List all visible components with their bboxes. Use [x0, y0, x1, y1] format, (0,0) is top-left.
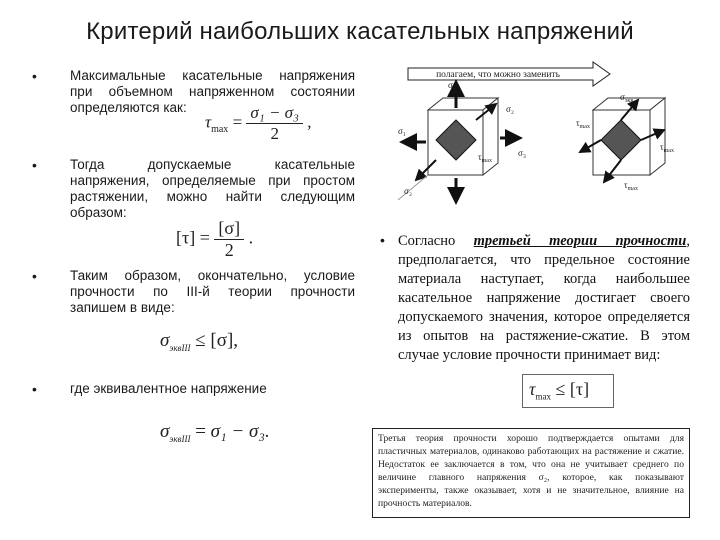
bullet-dot: • [32, 68, 37, 84]
bullet-dot: • [32, 157, 37, 173]
formula-eq: = [199, 227, 210, 248]
bullet-equivalent-stress [32, 381, 355, 397]
bullet-text: где эквивалентное напряжение [70, 381, 267, 396]
third-theory-text [398, 232, 690, 365]
formula-condition [160, 330, 238, 353]
formula-sub: эквIII [169, 433, 191, 444]
fraction-denominator: 2 [224, 240, 234, 260]
stress-state-diagram [388, 60, 708, 220]
right-stress-cube [576, 92, 674, 192]
bullet-allowable-shear [32, 157, 355, 221]
label-sigma-equiv: $\sigma_{экв}$ [620, 92, 634, 104]
formula-fraction [246, 103, 303, 144]
formula-relation: ≤ [195, 330, 206, 351]
formula-tail: , [307, 112, 312, 132]
bullet-text: Максимальные касательные напряжения при объемном напряженном состоянии определяются как: [70, 68, 355, 115]
formula-sub: max [535, 391, 551, 402]
replacement-arrow [408, 62, 610, 86]
bullet-text: Таким образом, окончательно, условие прочности по III-й теории прочности запишем в виде: [70, 268, 355, 315]
formula-relation: ≤ [555, 379, 566, 399]
formula-right-condition [522, 374, 614, 408]
label-tau-right-bottom: $\tau_{max}$ [624, 180, 638, 192]
formula-tau-allowable [176, 218, 253, 261]
formula-fraction [214, 218, 244, 261]
label-sigma3: σ₃ [518, 148, 526, 158]
label-sigma2-bottom: σ₂ [404, 186, 412, 196]
label-sigma2: σ₂ [506, 104, 514, 114]
formula-equivalent [160, 421, 270, 444]
formula-lhs: [τ] [176, 227, 196, 248]
formula-rhs: [σ], [210, 330, 239, 351]
formula-lhs: τ [205, 112, 212, 132]
formula-rhs: σ₁ − σ₃. [210, 421, 270, 442]
formula-tau-max [205, 103, 311, 144]
formula-sub: эквIII [169, 342, 191, 353]
label-tau-right-right: $\tau_{max}$ [660, 142, 674, 154]
fraction-numerator: σ₁ − σ₃ [246, 103, 303, 124]
formula-eq: = [232, 112, 243, 132]
fraction-numerator: [σ] [214, 218, 244, 240]
bullet-text: Тогда допускаемые касательные напряжения, определяемые при простом растяжении, можно найти следующим образом: [70, 157, 355, 220]
third-theory-body: , предполагается, что предельное состояние материала наступает, когда наибольшее касательное напряжение достигает своего допускаемого значения, которое определяется из опытов на растяжение-сжатие. В этом случае условие прочности принимает вид: [398, 233, 690, 363]
label-tau-left: $\tau_{max}$ [478, 152, 492, 164]
left-stress-cube [398, 80, 526, 202]
bullet-third-theory-dot [380, 232, 390, 249]
bullet-dot: • [380, 232, 385, 248]
label-tau-right-left: $\tau_{max}$ [576, 118, 590, 130]
page-title: Критерий наибольших касательных напряжений [86, 18, 634, 45]
formula-tail: . [248, 227, 254, 248]
replacement-arrow-label: полагаем, что можно заменить [436, 70, 560, 80]
bullet-dot: • [32, 268, 37, 284]
bullet-dot: • [32, 381, 37, 397]
formula-rhs: [τ] [569, 379, 590, 399]
bullet-strength-condition [32, 268, 355, 316]
formula-eq: = [195, 421, 206, 442]
label-sigma1-left: σ₁ [398, 126, 406, 136]
formula-lhs: σ [160, 421, 170, 442]
fraction-denominator: 2 [270, 124, 279, 143]
formula-lhs: τ [529, 379, 536, 399]
note-box: Третья теория прочности хорошо подтверждается опытами для пластичных материалов, одинаково работающих на растяжение и сжатие. Недостаток ее заключается в том, что она не учитывает среднего по величине главного напряжения σ₂, которое, как показывают эксперименты, также оказывает, хотя и не значительное, влияние на прочность материалов. [372, 428, 690, 518]
formula-sub: max [211, 123, 229, 135]
label-sigma1: σ₁ [448, 80, 456, 90]
third-theory-name: третьей теории прочности [473, 233, 687, 249]
third-theory-prefix: Согласно [398, 233, 456, 249]
formula-lhs: σ [160, 330, 170, 351]
